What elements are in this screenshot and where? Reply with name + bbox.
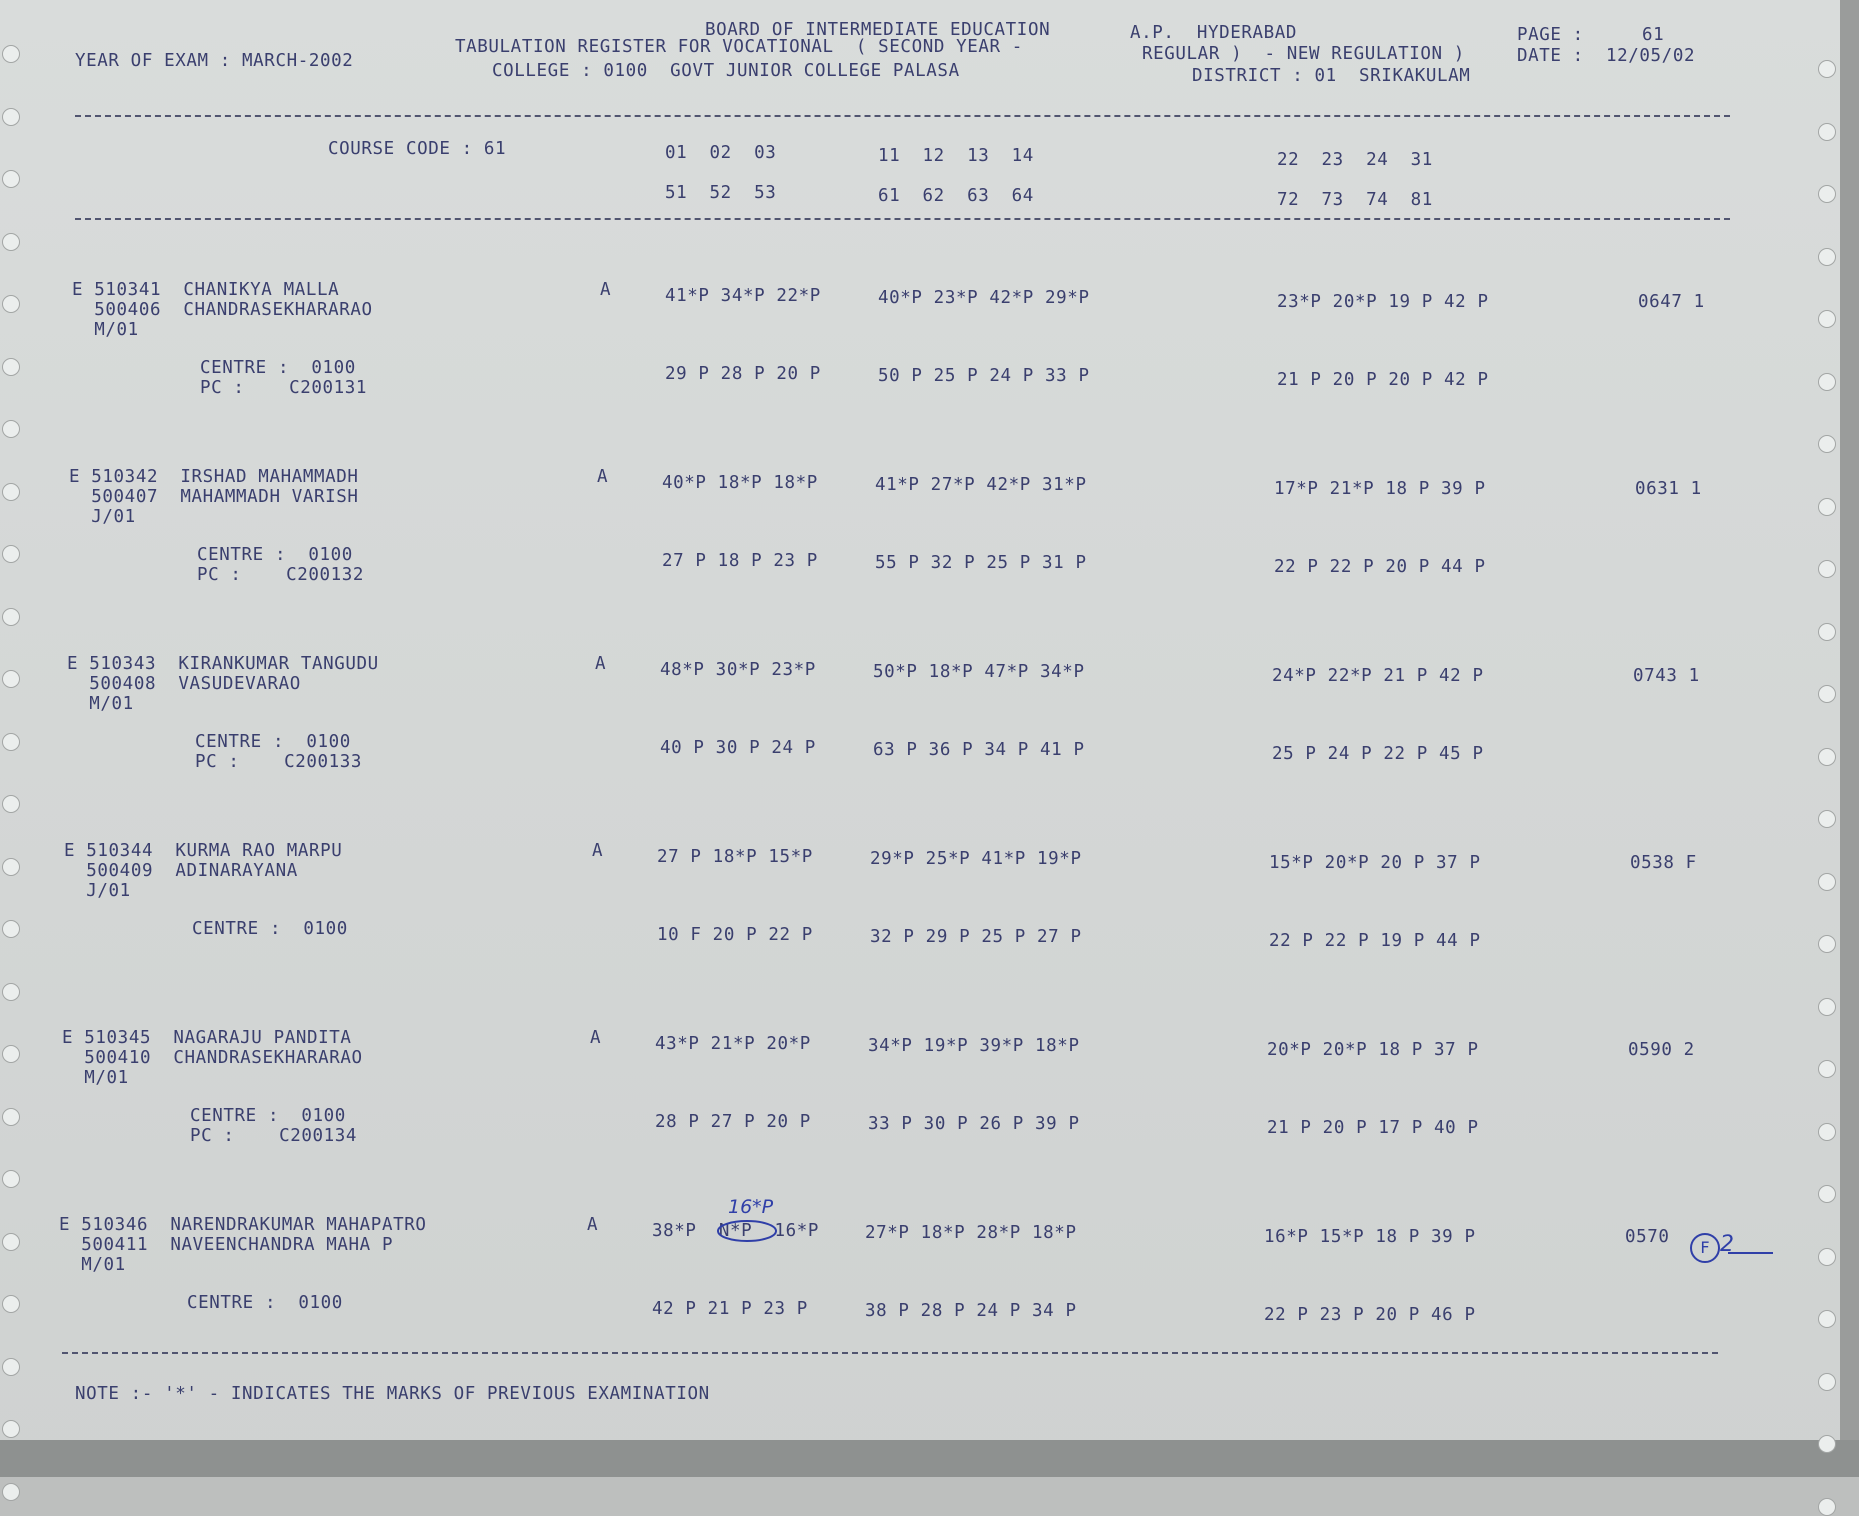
student-grade: A — [590, 1028, 602, 1048]
regulation-line: REGULAR ) - NEW REGULATION ) — [1142, 44, 1465, 64]
marks-row1-group1: 27 P 18*P 15*P — [657, 847, 813, 867]
tractor-hole — [2, 420, 20, 438]
student-id-name: E 510346 NARENDRAKUMAR MAHAPATRO — [59, 1215, 427, 1235]
marks-row1-group1: 40*P 18*P 18*P — [662, 473, 818, 493]
tractor-hole — [1818, 810, 1836, 828]
tractor-hole — [1818, 1310, 1836, 1328]
tractor-hole — [1818, 185, 1836, 203]
tractor-hole — [1818, 310, 1836, 328]
student-id-name: E 510341 CHANIKYA MALLA — [72, 280, 340, 300]
tractor-hole — [2, 608, 20, 626]
tractor-hole — [2, 1108, 20, 1126]
student-group: M/01 — [67, 694, 134, 714]
tractor-hole — [1818, 435, 1836, 453]
student-grade: A — [592, 841, 604, 861]
handwritten-new-result: 2 — [1720, 1232, 1734, 1257]
student-pc: PC : C200132 — [197, 565, 365, 585]
tractor-hole — [2, 358, 20, 376]
date-label: DATE : — [1517, 46, 1584, 66]
marks-row2-group1: 27 P 18 P 23 P — [662, 551, 818, 571]
tractor-hole — [2, 1295, 20, 1313]
student-group: M/01 — [62, 1068, 129, 1088]
page-label: PAGE : — [1517, 25, 1584, 45]
student-total: 0631 1 — [1635, 479, 1702, 499]
marks-row1-group1: 43*P 21*P 20*P — [655, 1034, 811, 1054]
tractor-hole — [2, 45, 20, 63]
codes-row2-group2: 61 62 63 64 — [878, 186, 1034, 206]
tractor-hole — [1818, 1498, 1836, 1516]
sheet-edge-bottom — [0, 1440, 1859, 1477]
tractor-hole — [1818, 748, 1836, 766]
student-total: 0743 1 — [1633, 666, 1700, 686]
tractor-hole — [2, 733, 20, 751]
student-group: M/01 — [72, 320, 139, 340]
student-roll-parent: 500406 CHANDRASEKHARARAO — [72, 300, 373, 320]
correction-circle — [716, 1218, 778, 1244]
student-roll-parent: 500407 MAHAMMADH VARISH — [69, 487, 359, 507]
student-id-name: E 510343 KIRANKUMAR TANGUDU — [67, 654, 379, 674]
marks-row1-group3: 23*P 20*P 19 P 42 P — [1277, 292, 1489, 312]
student-id-name: E 510344 KURMA RAO MARPU — [64, 841, 343, 861]
tractor-hole — [2, 483, 20, 501]
marks-row1-group1: 38*P N*P 16*P — [652, 1221, 820, 1241]
marks-row2-group1: 40 P 30 P 24 P — [660, 738, 816, 758]
marks-row1-group1: 41*P 34*P 22*P — [665, 286, 821, 306]
student-centre: CENTRE : 0100 — [197, 545, 353, 565]
marks-row2-group3: 25 P 24 P 22 P 45 P — [1272, 744, 1484, 764]
student-pc: PC : C200131 — [200, 378, 368, 398]
marks-row2-group1: 29 P 28 P 20 P — [665, 364, 821, 384]
college-line: COLLEGE : 0100 GOVT JUNIOR COLLEGE PALASA — [492, 61, 960, 81]
student-total: 0647 1 — [1638, 292, 1705, 312]
student-grade: A — [595, 654, 607, 674]
marks-row1-group3: 20*P 20*P 18 P 37 P — [1267, 1040, 1479, 1060]
page-number: 61 — [1642, 25, 1665, 45]
tractor-hole — [2, 1233, 20, 1251]
marks-row1-group2: 34*P 19*P 39*P 18*P — [868, 1036, 1080, 1056]
tractor-hole — [2, 1420, 20, 1438]
rule-header — [75, 218, 1730, 220]
tractor-hole — [2, 1045, 20, 1063]
student-total: 0538 F — [1630, 853, 1697, 873]
tractor-hole — [1818, 560, 1836, 578]
student-grade: A — [587, 1215, 599, 1235]
tractor-hole — [1818, 623, 1836, 641]
tractor-hole — [2, 670, 20, 688]
district-line: DISTRICT : 01 SRIKAKULAM — [1192, 66, 1471, 86]
tractor-hole — [2, 545, 20, 563]
student-group: M/01 — [59, 1255, 126, 1275]
tractor-hole — [1818, 685, 1836, 703]
student-roll-parent: 500411 NAVEENCHANDRA MAHA P — [59, 1235, 394, 1255]
codes-row1-group1: 01 02 03 — [665, 143, 777, 163]
tractor-hole — [2, 170, 20, 188]
tractor-hole — [1818, 1248, 1836, 1266]
sheet-edge — [1840, 0, 1859, 1477]
student-pc: PC : C200134 — [190, 1126, 358, 1146]
student-centre: CENTRE : 0100 — [190, 1106, 346, 1126]
student-id-name: E 510342 IRSHAD MAHAMMADH — [69, 467, 359, 487]
marks-row2-group2: 50 P 25 P 24 P 33 P — [878, 366, 1090, 386]
footnote: NOTE :- '*' - INDICATES THE MARKS OF PREVIOUS EXAMINATION — [75, 1384, 710, 1404]
year-of-exam: YEAR OF EXAM : MARCH-2002 — [75, 51, 354, 71]
marks-row2-group2: 33 P 30 P 26 P 39 P — [868, 1114, 1080, 1134]
student-centre: CENTRE : 0100 — [192, 919, 348, 939]
tractor-hole — [1818, 498, 1836, 516]
tractor-hole — [1818, 1435, 1836, 1453]
student-total: 0590 2 — [1628, 1040, 1695, 1060]
tractor-hole — [2, 233, 20, 251]
tractor-hole — [1818, 1123, 1836, 1141]
marks-row2-group3: 22 P 23 P 20 P 46 P — [1264, 1305, 1476, 1325]
marks-row1-group2: 41*P 27*P 42*P 31*P — [875, 475, 1087, 495]
marks-row2-group2: 38 P 28 P 24 P 34 P — [865, 1301, 1077, 1321]
tractor-hole — [2, 1358, 20, 1376]
marks-row1-group2: 50*P 18*P 47*P 34*P — [873, 662, 1085, 682]
marks-row2-group2: 32 P 29 P 25 P 27 P — [870, 927, 1082, 947]
rule-top — [75, 115, 1730, 117]
tractor-hole — [2, 1483, 20, 1501]
tractor-hole — [2, 1170, 20, 1188]
board-name: BOARD OF INTERMEDIATE EDUCATION — [705, 20, 1051, 40]
marks-row1-group2: 40*P 23*P 42*P 29*P — [878, 288, 1090, 308]
tractor-hole — [2, 295, 20, 313]
course-code: COURSE CODE : 61 — [328, 139, 507, 159]
marks-row2-group2: 63 P 36 P 34 P 41 P — [873, 740, 1085, 760]
codes-row2-group1: 51 52 53 — [665, 183, 777, 203]
marks-row1-group3: 17*P 21*P 18 P 39 P — [1274, 479, 1486, 499]
handwritten-correction: 16*P — [728, 1196, 774, 1218]
student-roll-parent: 500410 CHANDRASEKHARARAO — [62, 1048, 363, 1068]
student-grade: A — [600, 280, 612, 300]
tractor-hole — [1818, 373, 1836, 391]
tractor-hole — [1818, 1185, 1836, 1203]
tractor-hole — [1818, 1060, 1836, 1078]
codes-row2-group3: 72 73 74 81 — [1277, 190, 1433, 210]
marks-row2-group1: 42 P 21 P 23 P — [652, 1299, 808, 1319]
tractor-hole — [1818, 123, 1836, 141]
marks-row2-group2: 55 P 32 P 25 P 31 P — [875, 553, 1087, 573]
marks-row1-group2: 27*P 18*P 28*P 18*P — [865, 1223, 1077, 1243]
date-value: 12/05/02 — [1606, 46, 1696, 66]
tractor-hole — [2, 108, 20, 126]
student-pc: PC : C200133 — [195, 752, 363, 772]
tractor-hole — [1818, 935, 1836, 953]
student-grade: A — [597, 467, 609, 487]
marks-row1-group2: 29*P 25*P 41*P 19*P — [870, 849, 1082, 869]
tractor-hole — [2, 858, 20, 876]
student-group: J/01 — [69, 507, 136, 527]
marks-row1-group3: 24*P 22*P 21 P 42 P — [1272, 666, 1484, 686]
tractor-hole — [1818, 873, 1836, 891]
marks-row1-group1: 48*P 30*P 23*P — [660, 660, 816, 680]
tractor-hole — [2, 920, 20, 938]
tractor-hole — [1818, 60, 1836, 78]
register-title: TABULATION REGISTER FOR VOCATIONAL ( SECOND YEAR - — [455, 37, 1023, 57]
marks-row2-group1: 10 F 20 P 22 P — [657, 925, 813, 945]
marks-row2-group1: 28 P 27 P 20 P — [655, 1112, 811, 1132]
codes-row1-group2: 11 12 13 14 — [878, 146, 1034, 166]
marks-row2-group3: 21 P 20 P 17 P 40 P — [1267, 1118, 1479, 1138]
student-centre: CENTRE : 0100 — [195, 732, 351, 752]
marks-row1-group3: 16*P 15*P 18 P 39 P — [1264, 1227, 1476, 1247]
marks-row2-group3: 21 P 20 P 20 P 42 P — [1277, 370, 1489, 390]
student-centre: CENTRE : 0100 — [200, 358, 356, 378]
student-total: 0570 — [1625, 1227, 1670, 1247]
marks-row2-group3: 22 P 22 P 19 P 44 P — [1269, 931, 1481, 951]
tractor-hole — [1818, 1373, 1836, 1391]
rule-bottom — [62, 1352, 1718, 1354]
codes-row1-group3: 22 23 24 31 — [1277, 150, 1433, 170]
student-id-name: E 510345 NAGARAJU PANDITA — [62, 1028, 352, 1048]
tractor-hole — [1818, 998, 1836, 1016]
marks-row2-group3: 22 P 22 P 20 P 44 P — [1274, 557, 1486, 577]
handwritten-underline — [1728, 1252, 1773, 1254]
student-roll-parent: 500408 VASUDEVARAO — [67, 674, 301, 694]
tractor-hole — [2, 795, 20, 813]
tractor-hole — [1818, 248, 1836, 266]
state-city: A.P. HYDERABAD — [1130, 23, 1298, 43]
marks-row1-group3: 15*P 20*P 20 P 37 P — [1269, 853, 1481, 873]
student-centre: CENTRE : 0100 — [187, 1293, 343, 1313]
student-roll-parent: 500409 ADINARAYANA — [64, 861, 298, 881]
student-group: J/01 — [64, 881, 131, 901]
circled-result-mark: F — [1690, 1233, 1720, 1263]
tractor-hole — [2, 983, 20, 1001]
